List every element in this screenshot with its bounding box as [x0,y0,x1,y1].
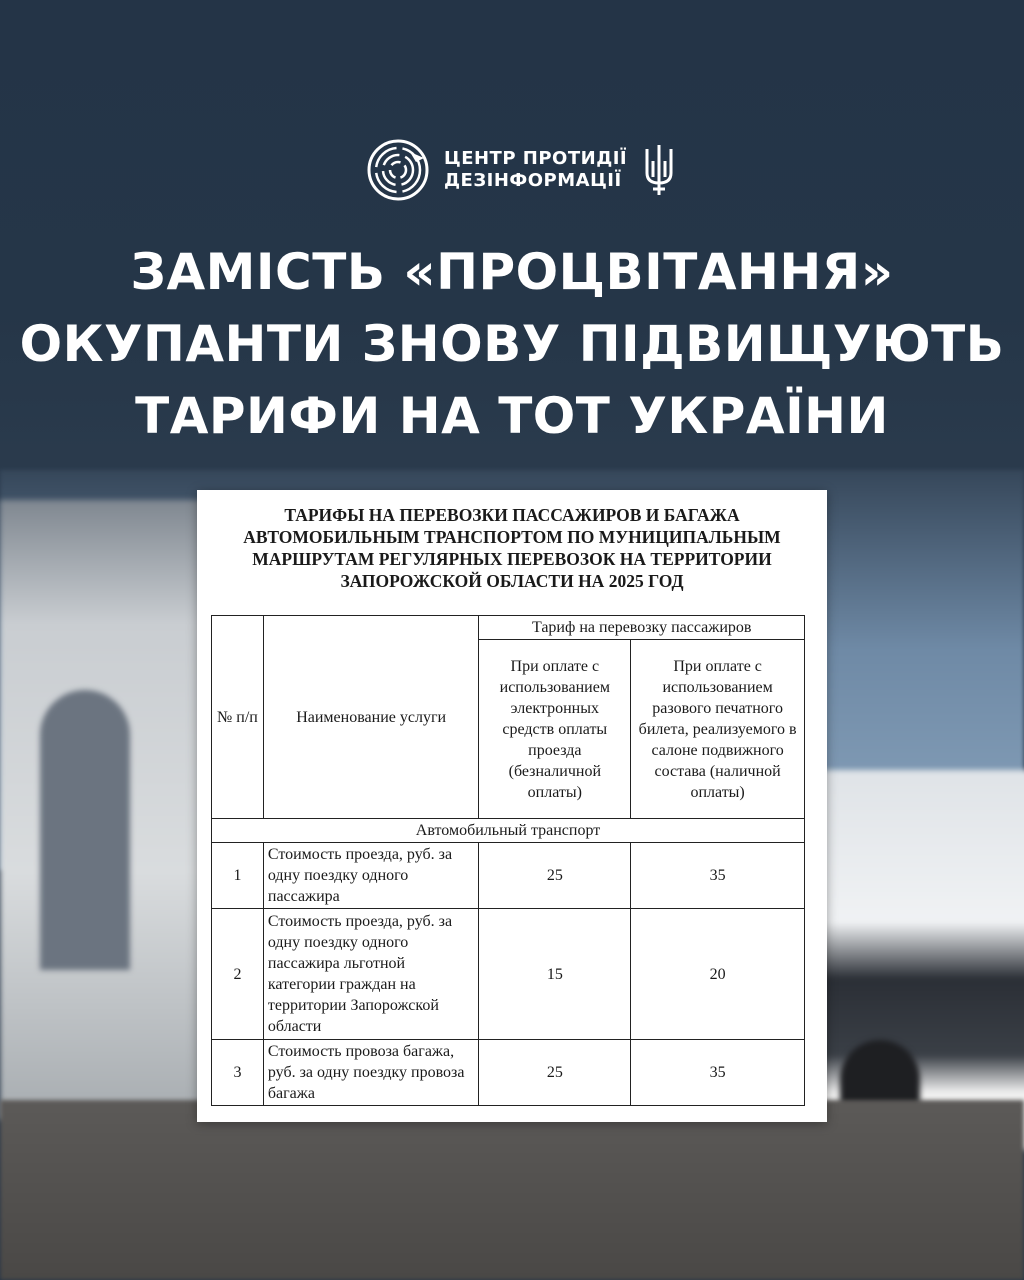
row-cash: 35 [631,1040,805,1106]
row-service: Стоимость проезда, руб. за одну поездку одного пассажира [263,843,479,909]
headline [0,236,1024,452]
row-number: 2 [212,909,264,1040]
row-cash: 20 [631,909,805,1040]
table-row [212,843,805,909]
headline-line-1: ЗАМІСТЬ «ПРОЦВІТАННЯ» [130,243,894,301]
logo-line-2: ДЕЗІНФОРМАЦІЇ [444,170,622,191]
row-service: Стоимость провоза багажа, руб. за одну поездку провоза багажа [263,1040,479,1106]
maze-eagle-icon [366,138,430,202]
tariff-table [211,615,805,1106]
table-header-row [212,616,805,640]
header-cashless: При оплате с использованием электронных средств оплаты проезда (безналичной оплаты) [479,640,631,819]
row-cashless: 25 [479,1040,631,1106]
table-section-row [212,819,805,843]
header-number: № п/п [212,616,264,819]
headline-line-3: ТАРИФИ НА ТОТ УКРАЇНИ [135,387,889,445]
background-road [0,1100,1024,1280]
row-cashless: 25 [479,843,631,909]
row-number: 1 [212,843,264,909]
background-arched-window [40,690,130,970]
logo-line-1: ЦЕНТР ПРОТИДІЇ [444,148,628,169]
row-cash: 35 [631,843,805,909]
section-label: Автомобильный транспорт [212,819,805,843]
table-row [212,909,805,1040]
organization-logo [366,138,677,202]
header-cash: При оплате с использованием разового печатного билета, реализуемого в салоне подвижного состава (наличной оплаты) [631,640,805,819]
header-service: Наименование услуги [263,616,479,819]
header-tariff-group: Тариф на перевозку пассажиров [479,616,805,640]
document-title-line: ЗАПОРОЖСКОЙ ОБЛАСТИ НА 2025 ГОД [340,571,684,591]
document-title [197,504,827,592]
row-number: 3 [212,1040,264,1106]
row-service: Стоимость проезда, руб. за одну поездку одного пассажира льготной категории граждан на территории Запорожской области [263,909,479,1040]
table-row [212,1040,805,1106]
trident-icon [641,143,677,197]
tariff-document [197,490,827,1122]
headline-line-2: ОКУПАНТИ ЗНОВУ ПІДВИЩУЮТЬ [19,315,1005,373]
document-title-line: ТАРИФЫ НА ПЕРЕВОЗКИ ПАССАЖИРОВ И БАГАЖА [284,505,740,525]
document-title-line: МАРШРУТАМ РЕГУЛЯРНЫХ ПЕРЕВОЗОК НА ТЕРРИТОРИИ [252,549,772,569]
row-cashless: 15 [479,909,631,1040]
document-title-line: АВТОМОБИЛЬНЫМ ТРАНСПОРТОМ ПО МУНИЦИПАЛЬНЫМ [243,527,781,547]
